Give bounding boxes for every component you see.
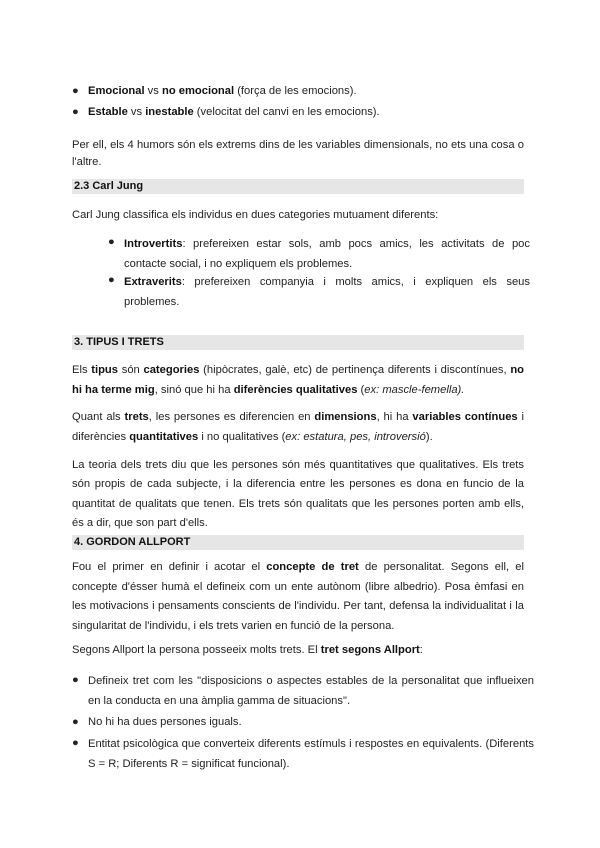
text: (hipòcrates, galè, etc) de pertinença diferents i discontínues, xyxy=(199,364,511,376)
text: , sinó que hi ha xyxy=(154,383,234,396)
text: ( xyxy=(357,383,365,396)
text: vs xyxy=(144,85,162,97)
term: concepte de tret xyxy=(266,561,359,573)
term: diferències qualitatives xyxy=(233,383,358,396)
paragraph-jung: Carl Jung classifica els individus en dues categories mutuament diferents: xyxy=(72,209,439,221)
heading-gordon-allport: 4. GORDON ALLPORT xyxy=(72,535,524,550)
text: : xyxy=(419,644,423,656)
term: dimensions xyxy=(314,411,377,423)
paragraph-teoria: La teoria dels trets diu que les persones són més quantitatives que qualitatives. Els trets són propis de cada subjecte, i la diferencia entre les persones es dona en funcio de la quantitat de qualitats que tenen. Els trets són qualitats que les persones porten amb ells, és a dir, que son part d'ells. xyxy=(72,459,524,529)
text: de personalitat. Segons ell, el concepte d'ésser humà el defineix com un ente autònom (libre albedrio). Posa èmfasi en les motivacions i pensaments conscients de l'individu. Per tant, defensa la individualitat i la singularitat de l'individu, i els trets varien en funció de la persona. xyxy=(72,561,524,632)
term: tipus xyxy=(91,364,118,376)
bullet-defineix xyxy=(72,672,534,711)
bullet-emocional xyxy=(72,83,534,100)
text: i no qualitatives ( xyxy=(198,430,286,443)
text: Defineix tret com les "disposicions o aspectes estables de la personalitat que influeixen en la conducta en una àmplia gamma de situacions". xyxy=(88,675,534,707)
term: categories xyxy=(143,364,200,376)
heading-carl-jung: 2.3 Carl Jung xyxy=(72,179,524,194)
bullet-icon: ● xyxy=(72,737,79,749)
example: ex: mascle-femella). xyxy=(364,383,465,396)
text: No hi ha dues persones iguals. xyxy=(88,716,242,728)
paragraph-segons xyxy=(72,642,524,659)
text: Entitat psicològica que converteix diferents estímuls i respostes en equivalents. (Diferents S = R; Diferents R = significat funcional). xyxy=(88,738,534,770)
bullet-no-hi-ha xyxy=(72,714,534,731)
term: Emocional xyxy=(88,85,145,97)
term: Extraverits xyxy=(124,276,182,288)
heading-tipus-i-trets: 3. TIPUS I TRETS xyxy=(72,335,524,350)
text: Segons Allport la persona posseeix molts trets. El xyxy=(72,644,321,656)
text: Quant als xyxy=(72,411,125,423)
text: Fou el primer en definir i acotar el xyxy=(72,561,267,573)
text: Els xyxy=(72,364,92,376)
text: (força de les emocions). xyxy=(234,85,357,97)
paragraph-allport xyxy=(72,558,524,636)
paragraph-tipus xyxy=(72,361,524,400)
term: variables contínues xyxy=(412,411,518,423)
bullet-introvertits xyxy=(108,234,530,274)
term: trets xyxy=(124,411,149,423)
term: no hi ha terme mig xyxy=(72,364,524,396)
bullet-extraverits xyxy=(108,272,530,312)
bullet-icon: ● xyxy=(72,106,79,118)
text: , hi ha xyxy=(376,411,413,423)
text: són xyxy=(118,364,144,376)
term: Estable xyxy=(88,106,128,118)
term: inestable xyxy=(145,106,194,118)
text: i diferències xyxy=(72,411,524,443)
text: : prefereixen companyia i molts amics, i expliquen els seus problemes. xyxy=(124,276,530,309)
bullet-icon: ● xyxy=(72,674,79,686)
bullet-icon: ● xyxy=(72,85,79,97)
paragraph-trets xyxy=(72,408,524,447)
term: tret segons Allport xyxy=(320,644,420,656)
bullet-icon: ● xyxy=(108,274,115,286)
text: ). xyxy=(425,430,433,443)
bullet-entitat xyxy=(72,735,534,774)
term: quantitatives xyxy=(129,430,199,443)
bullet-icon: ● xyxy=(72,716,79,728)
paragraph-humors: Per ell, els 4 humors són els extrems dins de les variables dimensionals, no ets una cosa o l'altre. xyxy=(72,139,524,169)
term: Introvertits xyxy=(124,238,183,250)
bullet-estable xyxy=(72,104,534,121)
text: vs xyxy=(127,106,146,118)
bullet-icon: ● xyxy=(108,236,115,248)
term: no emocional xyxy=(161,85,235,97)
text: , les persones es diferencien en xyxy=(148,411,315,423)
text: (velocitat del canvi en les emocions). xyxy=(193,106,380,118)
text: : prefereixen estar sols, amb pocs amics, les activitats de poc contacte social, i no expliquem els problemes. xyxy=(124,238,530,271)
example: ex: estatura, pes, introversió xyxy=(285,430,426,443)
